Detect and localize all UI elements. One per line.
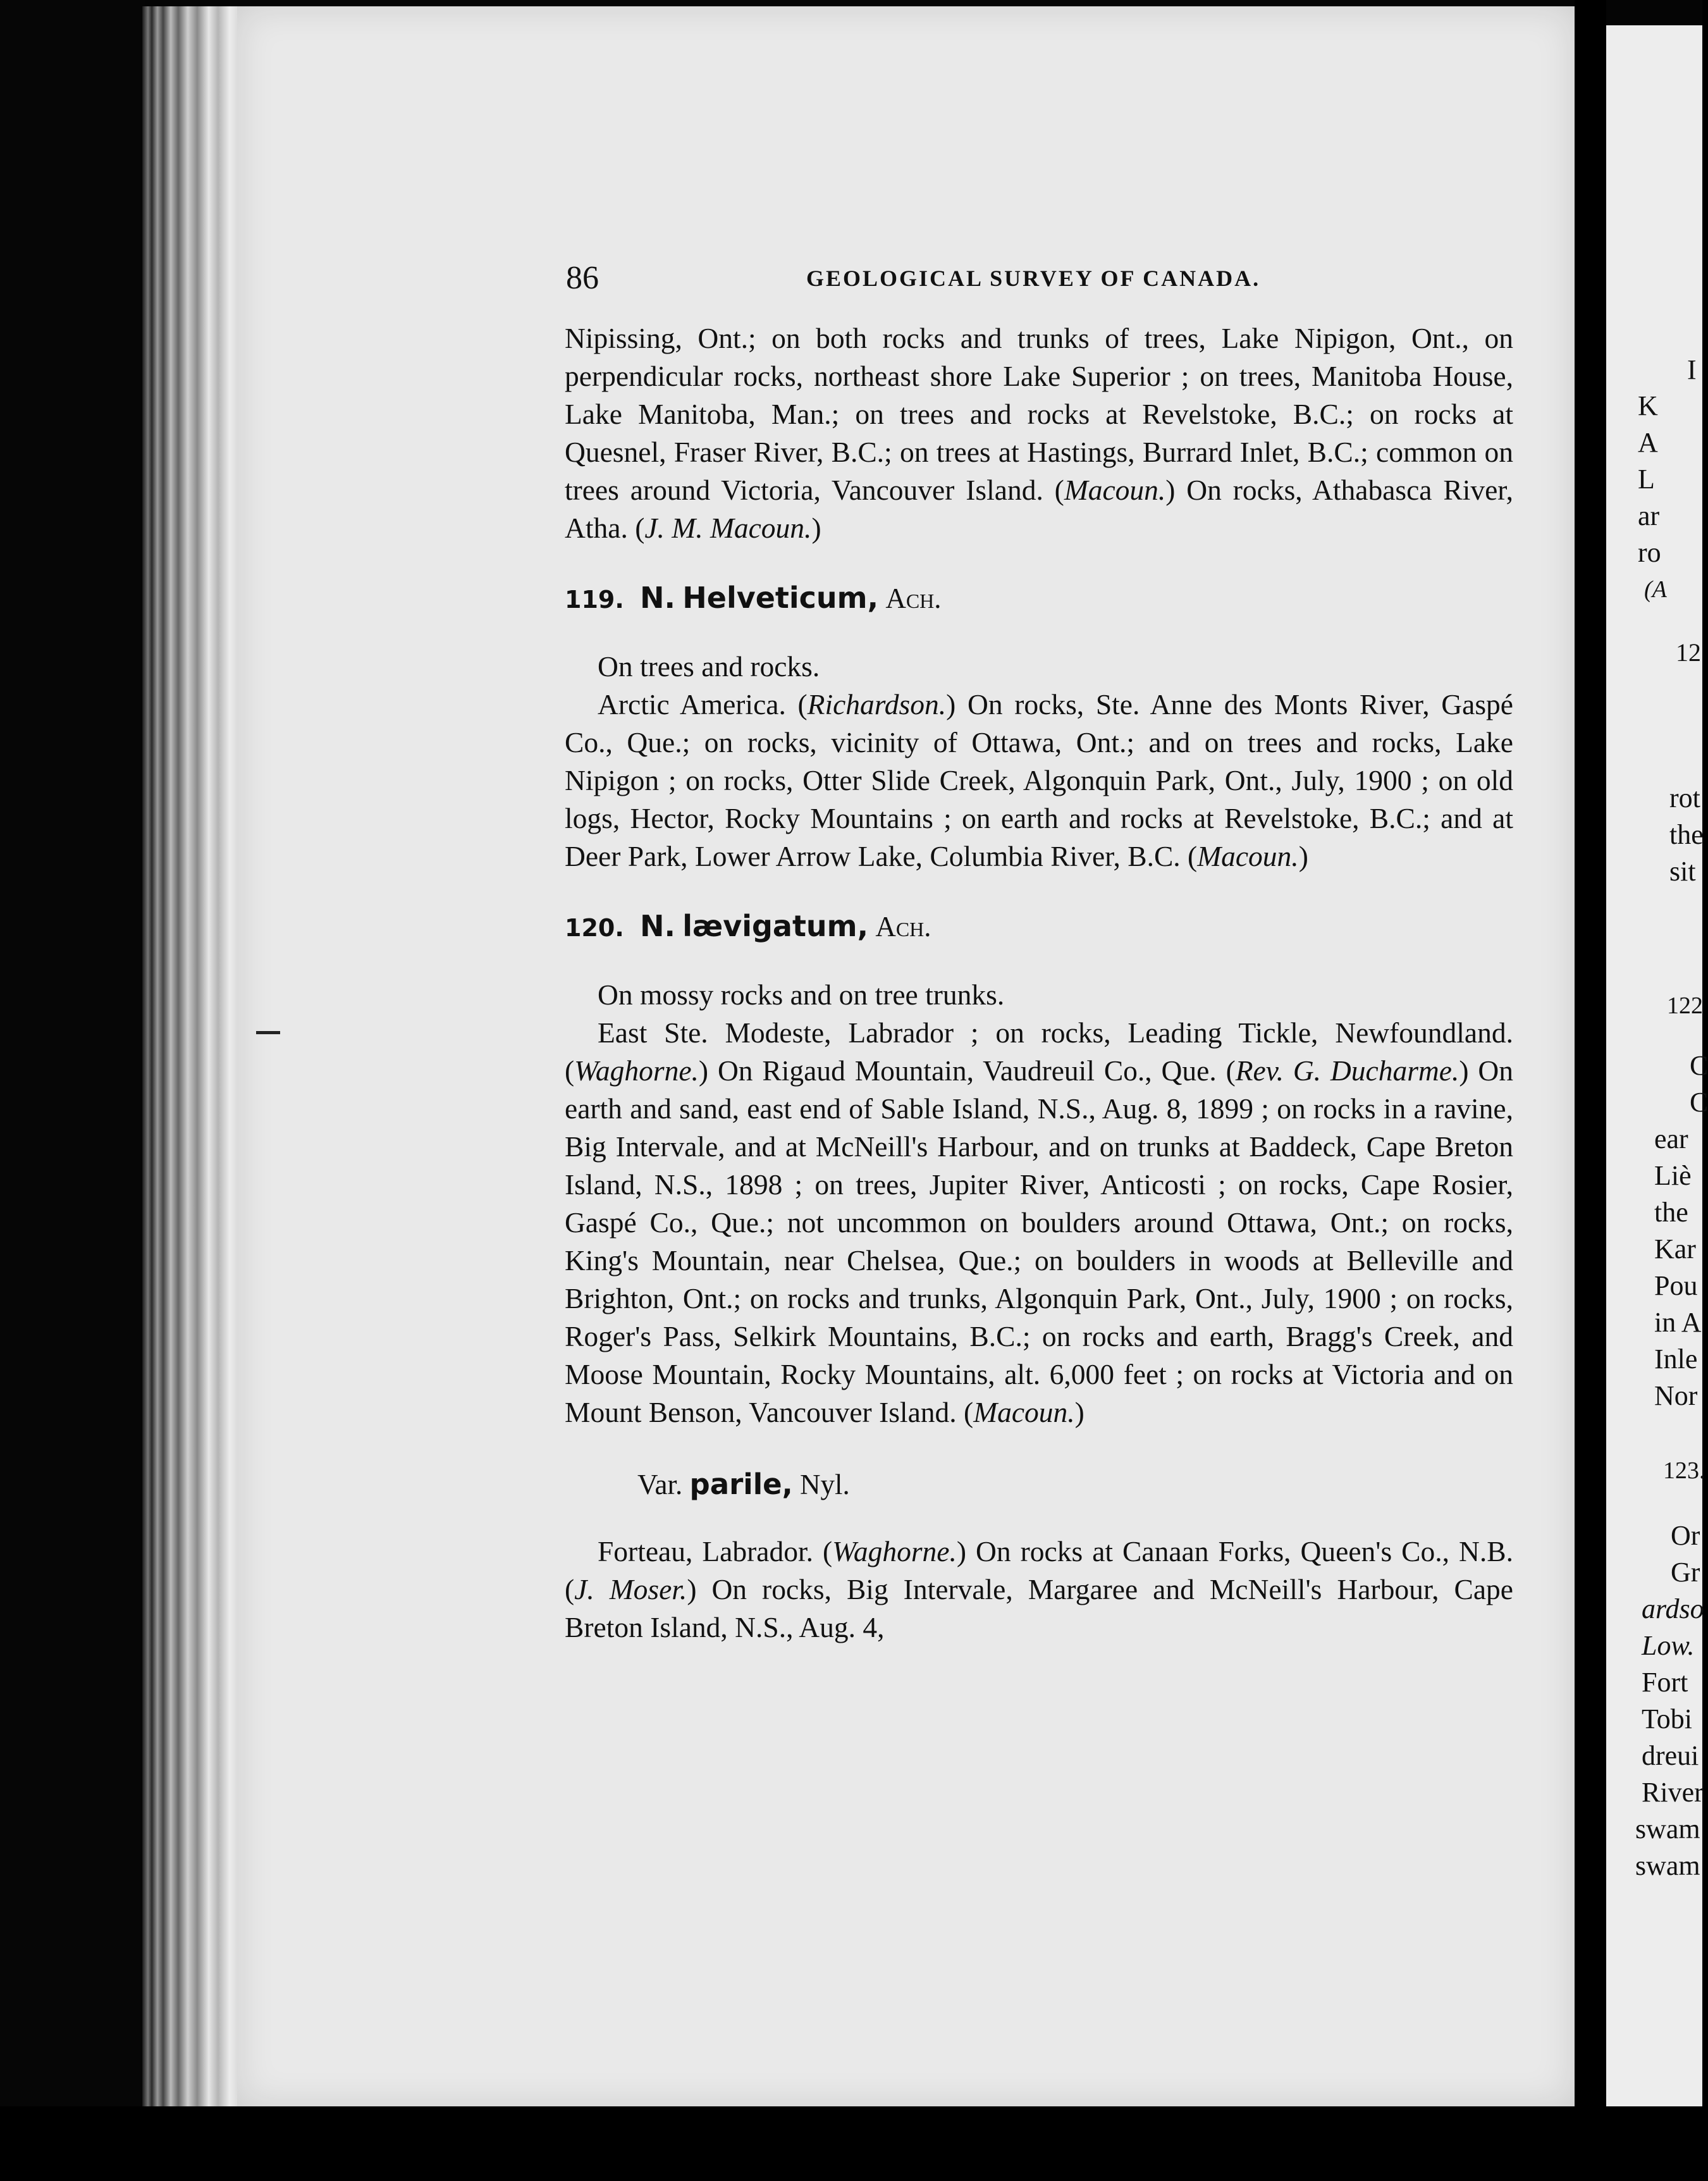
collector-citation: Macoun. (1064, 474, 1166, 506)
variety-name: parile, (689, 1467, 793, 1501)
next-page-fragment: Liè (1654, 1160, 1692, 1191)
continuation-text: Nipissing, Ont.; on both rocks and trunks of trees, Lake Nipigon, Ont., on perpendicular rocks, northeast shore Lake Superior ; on trees, Manitoba House, Lake Manitoba, Man.; on trees and rocks at Revelstoke, B.C.; on rocks at Quesnel, Fraser River, B.C.; on trees at Hastings, Burrard Inlet, B.C.; common on trees around Victoria, Vancouver Island. ( (565, 322, 1513, 506)
next-page-fragment: A (1638, 427, 1658, 458)
localities-text: ) On Rigaud Mountain, Vaudreuil Co., Que. ( (698, 1054, 1236, 1087)
species-author: Ach. (875, 911, 931, 942)
next-page-fragment: 122 (1667, 992, 1703, 1019)
variety-prefix: Var. (637, 1469, 683, 1500)
species-genus: N. (640, 909, 675, 943)
collector-citation: Waghorne. (574, 1054, 699, 1087)
page-gutter (1575, 0, 1606, 2181)
book-spine-edges (142, 6, 237, 2106)
next-page-fragment: ardso (1642, 1593, 1704, 1624)
continuation-paragraph (565, 319, 1513, 547)
next-page-fragment: Tobi (1642, 1703, 1693, 1734)
variety-heading (637, 1466, 1513, 1504)
species-author: Ach. (885, 583, 942, 614)
next-page-fragment: the (1669, 819, 1704, 850)
species-epithet: Helveticum, (682, 581, 879, 615)
collector-citation: Waghorne. (832, 1535, 957, 1567)
page-number: 86 (566, 260, 599, 296)
collector-citation: Richardson. (807, 688, 947, 720)
next-page-fragment: swam (1635, 1813, 1700, 1844)
next-page-fragment: K (1638, 390, 1658, 421)
collector-citation: Rev. G. Ducharme. (1235, 1054, 1459, 1087)
next-page-fragment: Inle (1654, 1344, 1698, 1375)
next-page-fragment: Pou (1654, 1270, 1698, 1301)
species-epithet: lævigatum, (682, 909, 869, 943)
localities-paragraph (565, 1014, 1513, 1431)
variety-localities-paragraph (565, 1533, 1513, 1647)
next-page-fragment: L (1638, 464, 1655, 495)
habitat-line: On trees and rocks. (598, 650, 820, 683)
continuation-text: ) On rocks, Athabasca River, Atha. ( (565, 474, 1513, 544)
localities-text: ) On earth and sand, east end of Sable Island, N.S., Aug. 8, 1899 ; on rocks in a ravine, Big Intervale, and at McNeill's Harbour, and on trunks at Baddeck, Cape Breton Island, N.S., 1898 ; on trees, Jupiter River, Anticosti ; on rocks, Cape Rosier, Gaspé Co., Que.; not uncommon on boulders around Ottawa, Ont.; on rocks, King's Mountain, near Chelsea, Que.; on boulders in woods at Belleville and Brighton, Ont.; on rocks and trunks, Algonquin Park, Ont., July, 1900 ; on rocks, Roger's Pass, Selkirk Mountains, B.C.; on rocks and earth, Bragg's Creek, and Moose Mountain, Rocky Mountains, alt. 6,000 feet ; on rocks at Victoria and on Mount Benson, Vancouver Island. ( (565, 1054, 1513, 1428)
localities-text: ) On rocks, Big Intervale, Margaree and McNeill's Harbour, Cape Breton Island, N.S., Aug. 4, (565, 1573, 1513, 1643)
left-margin (0, 0, 145, 2181)
running-head: GEOLOGICAL SURVEY OF CANADA. (806, 266, 1261, 291)
collector-citation: Macoun. (973, 1396, 1075, 1428)
edge-dash-mark (256, 1031, 280, 1034)
collector-citation: J. M. Macoun. (644, 512, 812, 544)
species-number: 120. (565, 914, 624, 942)
next-page-fragment: I (1687, 354, 1697, 385)
next-page-fragment: Fort (1642, 1667, 1688, 1698)
localities-text: ) (1074, 1396, 1084, 1428)
species-genus: N. (640, 581, 675, 615)
species-heading-120 (565, 907, 1513, 947)
next-page-fragment: Nor (1654, 1380, 1698, 1411)
next-page-fragment: ro (1638, 537, 1661, 568)
next-page-fragment: ar (1638, 500, 1660, 531)
next-page-fragment: Kar (1654, 1233, 1696, 1264)
continuation-text: ) (811, 512, 821, 544)
next-page-fragment: swam (1635, 1850, 1700, 1881)
collector-citation: J. Moser. (574, 1573, 687, 1605)
next-page-fragment: 12 (1676, 638, 1701, 667)
variety-author: Nyl. (800, 1469, 850, 1500)
localities-text: Forteau, Labrador. ( (598, 1535, 833, 1567)
localities-text: ) (1298, 840, 1308, 872)
localities-text: Arctic America. ( (598, 688, 808, 720)
next-page-fragment: rot (1669, 782, 1700, 813)
text-block (565, 319, 1513, 1647)
localities-text: ) On rocks, Ste. Anne des Monts River, Gaspé Co., Que.; on rocks, vicinity of Ottawa, Ont.; and on trees and rocks, Lake Nipigon ; on rocks, Otter Slide Creek, Algonquin Park, Ont., July, 1900 ; on old logs, Hector, Rocky Mountains ; on earth and rocks at Revelstoke, B.C.; and at Deer Park, Lower Arrow Lake, Columbia River, B.C. ( (565, 688, 1513, 872)
next-page-fragment: sit (1669, 856, 1696, 887)
next-page-fragment: 123. (1663, 1457, 1705, 1484)
next-page-fragment: ear (1654, 1123, 1688, 1154)
next-page-fragment: (A (1644, 576, 1667, 603)
next-page-fragment: Low. (1642, 1630, 1695, 1661)
bottom-scan-border (0, 2106, 1702, 2181)
species-number: 119. (565, 586, 624, 614)
localities-text: East Ste. Modeste, Labrador ; on rocks, Leading Tickle, Newfoundland. ( (565, 1016, 1513, 1087)
next-page-fragment: in A (1654, 1307, 1702, 1338)
habitat-line: On mossy rocks and on tree trunks. (598, 979, 1005, 1011)
next-page-fragment: River (1642, 1777, 1704, 1808)
next-page-fragment: dreui (1642, 1740, 1699, 1771)
species-heading-119 (565, 579, 1513, 619)
next-page-fragment: C (1690, 1087, 1708, 1118)
next-page-fragment: Gr (1671, 1557, 1700, 1588)
collector-citation: Macoun. (1197, 840, 1299, 872)
next-page-fragment: C (1690, 1050, 1708, 1081)
next-page-fragment: the (1654, 1197, 1688, 1228)
next-page-fragment: Or (1671, 1520, 1700, 1551)
localities-paragraph (565, 686, 1513, 875)
localities-text: ) On rocks at Canaan Forks, Queen's Co., N.B. ( (565, 1535, 1513, 1605)
